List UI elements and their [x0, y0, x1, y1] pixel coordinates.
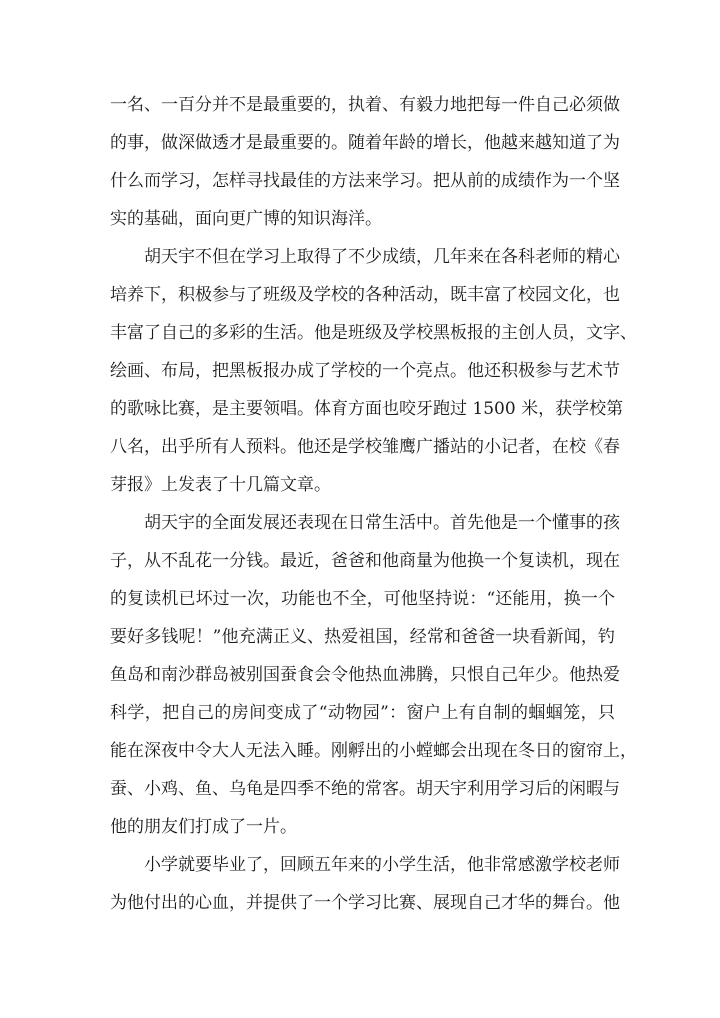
paragraph-3-line-4: 要好多钱呢！”他充满正义、热爱祖国，经常和爸爸一块看新闻，钓	[110, 627, 615, 647]
paragraph-2-line-3: 丰富了自己的多彩的生活。他是班级及学校黑板报的主创人员，文字、	[110, 323, 637, 343]
paragraph-1-line-2: 的事，做深做透才是最重要的。随着年龄的增长，他越来越知道了为	[110, 133, 620, 153]
paragraph-1-line-1: 一名、一百分并不是最重要的，执着、有毅力地把每一件自己必须做	[110, 95, 620, 115]
paragraph-2-line-1: 胡天宇不但在学习上取得了不少成绩，几年来在各科老师的精心	[144, 247, 620, 267]
paragraph-3-line-2: 子，从不乱花一分钱。最近，爸爸和他商量为他换一个复读机，现在	[110, 551, 620, 571]
paragraph-3-line-6: 科学，把自己的房间变成了“动物园”：窗户上有自制的蝈蝈笼，只	[110, 703, 615, 723]
paragraph-3-line-3: 的复读机已坏过一次，功能也不全，可他坚持说：“还能用，换一个	[110, 589, 615, 609]
paragraph-2-line-5: 的歌咏比赛，是主要领唱。体育方面也咬牙跑过 1500 米，获学校第	[110, 399, 624, 419]
paragraph-3-line-5: 鱼岛和南沙群岛被别国蚕食会令他热血沸腾，只恨自己年少。他热爱	[110, 665, 620, 685]
paragraph-3-line-1: 胡天宇的全面发展还表现在日常生活中。首先他是一个懂事的孩	[144, 513, 620, 533]
paragraph-3-line-8: 蚕、小鸡、鱼、乌龟是四季不绝的常客。胡天宇利用学习后的闲暇与	[110, 779, 620, 799]
paragraph-3-line-7: 能在深夜中令大人无法入睡。刚孵出的小螳螂会出现在冬日的窗帘上，	[110, 741, 637, 761]
paragraph-2-line-7: 芽报》上发表了十几篇文章。	[110, 475, 331, 495]
paragraph-1-line-3: 什么而学习，怎样寻找最佳的方法来学习。把从前的成绩作为一个坚	[110, 171, 620, 191]
paragraph-2-line-6: 八名，出乎所有人预料。他还是学校雏鹰广播站的小记者，在校《春	[110, 437, 620, 457]
paragraph-1-line-4: 实的基础，面向更广博的知识海洋。	[110, 209, 382, 229]
paragraph-4-line-2: 为他付出的心血，并提供了一个学习比赛、展现自己才华的舞台。他	[110, 893, 620, 913]
paragraph-2-line-2: 培养下，积极参与了班级及学校的各种活动，既丰富了校园文化，也	[110, 285, 620, 305]
paragraph-3-line-9: 他的朋友们打成了一片。	[110, 817, 297, 837]
paragraph-4-line-1: 小学就要毕业了，回顾五年来的小学生活，他非常感激学校老师	[144, 855, 620, 875]
paragraph-2-line-4: 绘画、布局，把黑板报办成了学校的一个亮点。他还积极参与艺术节	[110, 361, 620, 381]
